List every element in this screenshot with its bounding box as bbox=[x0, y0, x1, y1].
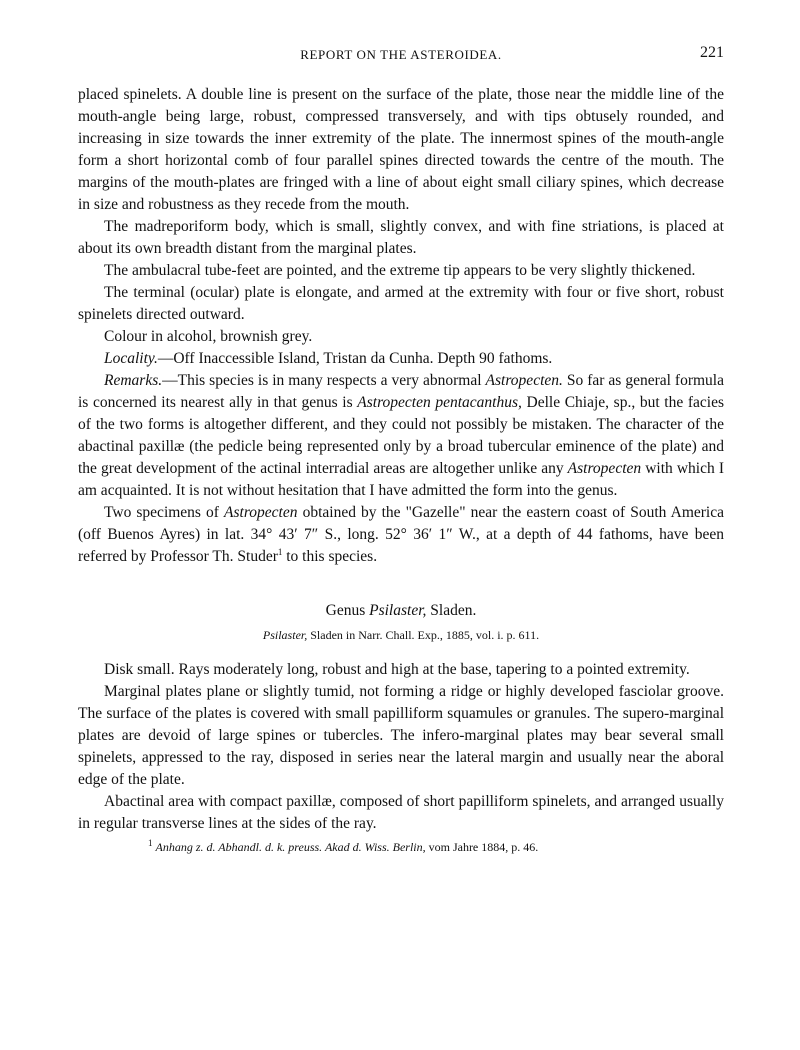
genus-heading bbox=[78, 600, 724, 622]
running-title: REPORT ON THE ASTEROIDEA. bbox=[300, 47, 502, 62]
remarks-label: Remarks. bbox=[104, 372, 163, 389]
footnote-marker: 1 bbox=[148, 838, 153, 848]
genus-heading-prefix: Genus bbox=[325, 602, 370, 619]
remarks-text-2: So far as general formula is concerned its nearest ally in that genus is bbox=[78, 372, 724, 411]
page-body bbox=[78, 84, 724, 855]
paragraph-locality bbox=[78, 348, 724, 370]
paragraph-specimens bbox=[78, 502, 724, 568]
footnote-citation: Anhang z. d. Abhandl. d. k. preuss. Akad d. Wiss. Berlin, bbox=[155, 840, 426, 854]
remarks-text-3: Delle Chiaje, sp., but the facies of the two forms is altogether different, and they could not possibly be mistaken. The character of the abactinal paxillæ (the pedicle being represented only by a broad tubercular eminence of the plate) and the great development of the actinal interradial areas are altogether unlike any bbox=[78, 394, 724, 477]
genus-reference-text: Sladen in Narr. Chall. Exp., 1885, vol. i. p. 611. bbox=[307, 628, 540, 642]
remarks-text-4: with which I am acquainted. It is not without hesitation that I have admitted the form into the genus. bbox=[78, 460, 724, 499]
specimens-text-3: to this species. bbox=[282, 548, 378, 565]
paragraph-mouth-plates: placed spinelets. A double line is present on the surface of the plate, those near the middle line of the mouth-angle being large, robust, compressed transversely, and with tips obtusely rounded, and increasing in size towards the inner extremity of the plate. The innermost spines of the mouth-angle form a short horizontal comb of four parallel spines directed towards the centre of the mouth. The margins of the mouth-plates are fringed with a line of about eight small ciliary spines, which decrease in size and robustness as they recede from the mouth. bbox=[78, 86, 724, 213]
remarks-text-1: —This species is in many respects a very abnormal bbox=[162, 372, 486, 389]
remarks-species: Astropecten pentacanthus, bbox=[357, 394, 522, 411]
specimens-text-2: obtained by the "Gazelle" near the eastern coast of South America (off Buenos Ayres) in lat. 34° 43′ 7″ S., long. 52° 36′ 1″ W., at a depth of 44 fathoms, have been referred by Professor Th. Studer bbox=[78, 504, 724, 565]
paragraph-colour: Colour in alcohol, brownish grey. bbox=[104, 328, 313, 345]
paragraph-remarks bbox=[78, 370, 724, 502]
genus-heading-author: Sladen. bbox=[426, 602, 477, 619]
footnote-text: vom Jahre 1884, p. 46. bbox=[425, 840, 539, 854]
footnote bbox=[78, 839, 724, 855]
genus-reference-name: Psilaster, bbox=[262, 628, 308, 642]
locality-label: Locality. bbox=[104, 350, 158, 367]
footnote-ref: 1 bbox=[277, 546, 283, 557]
genus-reference bbox=[78, 624, 724, 646]
page-header bbox=[78, 44, 724, 66]
specimens-text-1: Two specimens of bbox=[104, 504, 225, 521]
genus-heading-name: Psilaster, bbox=[369, 602, 427, 619]
paragraph-madreporiform: The madreporiform body, which is small, slightly convex, and with fine striations, is placed at about its own breadth distant from the marginal plates. bbox=[78, 218, 724, 257]
paragraph-terminal-plate: The terminal (ocular) plate is elongate, and armed at the extremity with four or five short, robust spinelets directed outward. bbox=[78, 284, 724, 323]
specimens-genus: Astropecten bbox=[224, 504, 298, 521]
page-number: 221 bbox=[700, 44, 724, 61]
remarks-genus-2: Astropecten bbox=[567, 460, 642, 477]
remarks-genus-1: Astropecten. bbox=[485, 372, 563, 389]
locality-text: —Off Inaccessible Island, Tristan da Cunha. Depth 90 fathoms. bbox=[157, 350, 553, 367]
paragraph-tube-feet: The ambulacral tube-feet are pointed, and the extreme tip appears to be very slightly thickened. bbox=[104, 262, 696, 279]
paragraph-abactinal: Abactinal area with compact paxillæ, composed of short papilliform spinelets, and arranged usually in regular transverse lines at the sides of the ray. bbox=[78, 793, 724, 832]
paragraph-marginal-plates: Marginal plates plane or slightly tumid, not forming a ridge or highly developed fasciolar groove. The surface of the plates is covered with small papilliform squamules or granules. The supero-marginal plates are devoid of large spines or tubercles. The infero-marginal plates may bear several small spinelets, appressed to the ray, disposed in series near the lateral margin and usually near the aboral edge of the plate. bbox=[78, 683, 724, 788]
paragraph-disk: Disk small. Rays moderately long, robust and high at the base, tapering to a pointed extremity. bbox=[104, 661, 690, 678]
